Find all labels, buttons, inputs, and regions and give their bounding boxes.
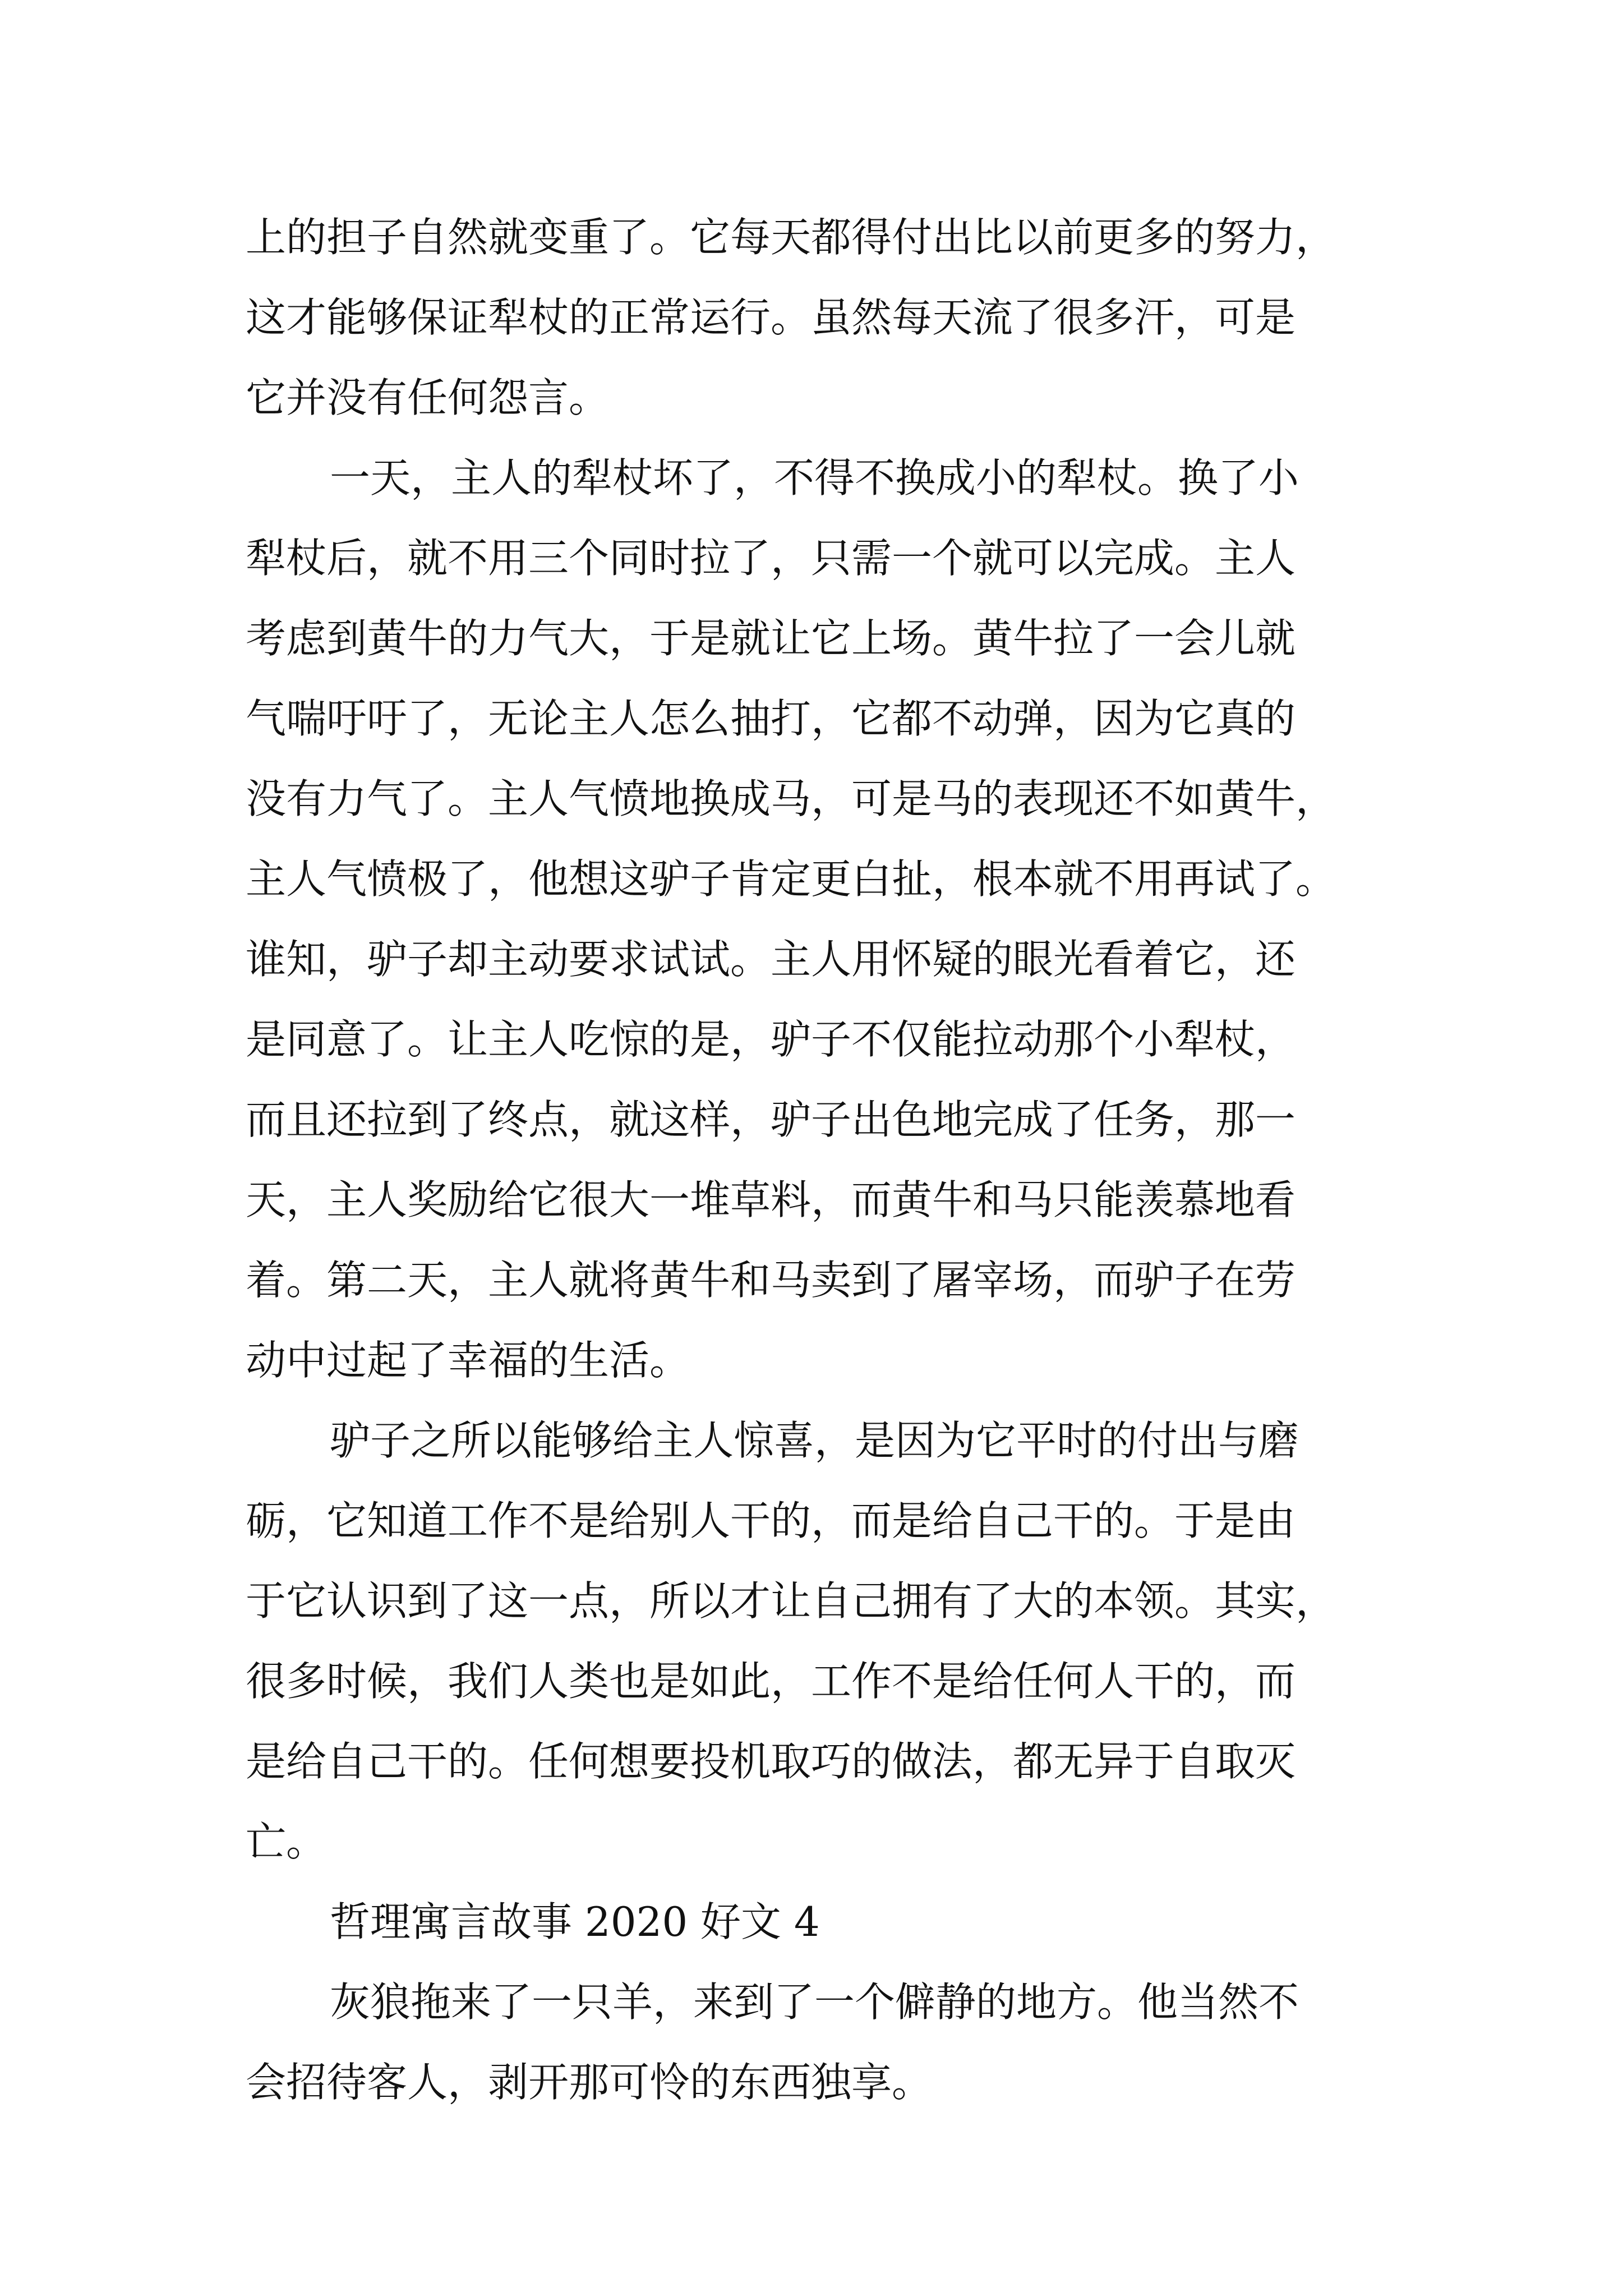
- text-line: 灰狼拖来了一只羊，来到了一个僻静的地方。他当然不: [330, 1978, 1299, 2026]
- text-line: 考虑到黄牛的力气大，于是就让它上场。黄牛拉了一会儿就: [246, 615, 1296, 662]
- text-line: 这才能够保证犁杖的正常运行。虽然每天流了很多汗，可是: [246, 294, 1296, 341]
- text-line: 犁杖后，就不用三个同时拉了，只需一个就可以完成。主人: [246, 535, 1296, 582]
- text-line: 是给自己干的。任何想要投机取巧的做法，都无异于自取灭: [246, 1738, 1296, 1785]
- text-line: 是同意了。让主人吃惊的是，驴子不仅能拉动那个小犁杖，: [246, 1016, 1296, 1063]
- text-line: 它并没有任何怨言。: [246, 374, 610, 421]
- document-body: [246, 197, 1395, 2123]
- text-line: 亡。: [246, 1818, 327, 1865]
- text-line: 着。第二天，主人就将黄牛和马卖到了屠宰场，而驴子在劳: [246, 1257, 1296, 1304]
- text-line: 动中过起了幸福的生活。: [246, 1337, 690, 1384]
- text-line: 驴子之所以能够给主人惊喜，是因为它平时的付出与磨: [330, 1417, 1299, 1464]
- text-line: 没有力气了。主人气愤地换成马，可是马的表现还不如黄牛，: [246, 775, 1336, 822]
- text-line: 天，主人奖励给它很大一堆草料，而黄牛和马只能羡慕地看: [246, 1176, 1296, 1223]
- text-line: 而且还拉到了终点，就这样，驴子出色地完成了任务，那一: [246, 1096, 1296, 1143]
- text-line: 气喘吁吁了，无论主人怎么抽打，它都不动弹，因为它真的: [246, 695, 1296, 742]
- text-line: 哲理寓言故事 2020 好文 4: [330, 1898, 820, 1945]
- text-line: 砺，它知道工作不是给别人干的，而是给自己干的。于是由: [246, 1497, 1296, 1544]
- text-line: 一天，主人的犁杖坏了，不得不换成小的犁杖。换了小: [330, 454, 1299, 501]
- text-line: 上的担子自然就变重了。它每天都得付出比以前更多的努力，: [246, 214, 1336, 261]
- text-line: 于它认识到了这一点，所以才让自己拥有了大的本领。其实，: [246, 1577, 1336, 1625]
- text-line: 主人气愤极了，他想这驴子肯定更白扯，根本就不用再试了。: [246, 855, 1336, 903]
- text-line: 谁知，驴子却主动要求试试。主人用怀疑的眼光看着它，还: [246, 936, 1296, 983]
- text-line: 很多时候，我们人类也是如此，工作不是给任何人干的，而: [246, 1658, 1296, 1705]
- text-line: 会招待客人，剥开那可怜的东西独享。: [246, 2059, 933, 2106]
